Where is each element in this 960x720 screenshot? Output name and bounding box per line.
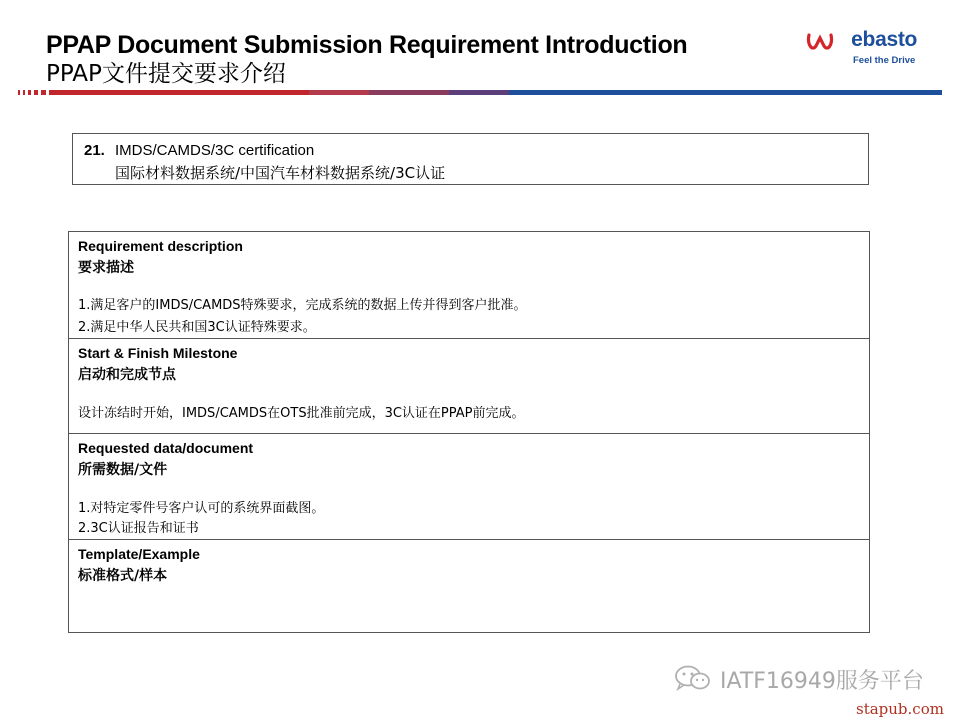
section-heading-chinese: 要求描述 — [78, 260, 134, 276]
section-text-line: 1.对特定零件号客户认可的系统界面截图。 — [78, 501, 325, 516]
webasto-logo — [806, 30, 926, 70]
item-header-box — [72, 133, 869, 185]
section-heading-chinese: 启动和完成节点 — [78, 367, 176, 383]
title-chinese: PPAP文件提交要求介绍 — [46, 61, 286, 87]
logo-tagline: Feel the Drive — [853, 55, 916, 66]
section-start-finish-milestone — [69, 338, 869, 433]
section-heading-english: Start & Finish Milestone — [78, 345, 238, 361]
webasto-logo-mark-icon — [806, 32, 834, 54]
section-text-line: 2.3C认证报告和证书 — [78, 521, 199, 536]
item-title-chinese: 国际材料数据系统/中国汽车材料数据系统/3C认证 — [115, 164, 446, 182]
page-title — [46, 30, 687, 88]
section-requirement-description — [69, 232, 869, 338]
header-stripe — [18, 90, 942, 95]
section-heading-english: Template/Example — [78, 546, 200, 562]
section-heading-chinese: 所需数据/文件 — [78, 462, 168, 478]
watermark-text: IATF16949服务平台 — [720, 669, 924, 694]
section-heading-chinese: 标准格式/样本 — [78, 568, 168, 584]
title-english: PPAP Document Submission Requirement Introduction — [46, 31, 688, 59]
logo-wordmark: ebasto — [851, 28, 918, 51]
section-heading-english: Requested data/document — [78, 440, 254, 456]
wechat-icon — [674, 664, 712, 692]
section-template-example — [69, 539, 869, 632]
item-title-english: IMDS/CAMDS/3C certification — [115, 142, 315, 159]
watermark-site: stapub.com — [856, 700, 944, 718]
section-text-line: 2.满足中华人民共和国3C认证特殊要求。 — [78, 320, 316, 335]
section-requested-data-document — [69, 433, 869, 539]
requirements-table — [68, 231, 870, 633]
section-text-line: 1.满足客户的IMDS/CAMDS特殊要求，完成系统的数据上传并得到客户批准。 — [78, 298, 527, 313]
section-heading-english: Requirement description — [78, 238, 243, 254]
item-number: 21. — [84, 142, 105, 159]
section-text-line: 设计冻结时开始，IMDS/CAMDS在OTS批准前完成，3C认证在PPAP前完成。 — [78, 406, 525, 421]
